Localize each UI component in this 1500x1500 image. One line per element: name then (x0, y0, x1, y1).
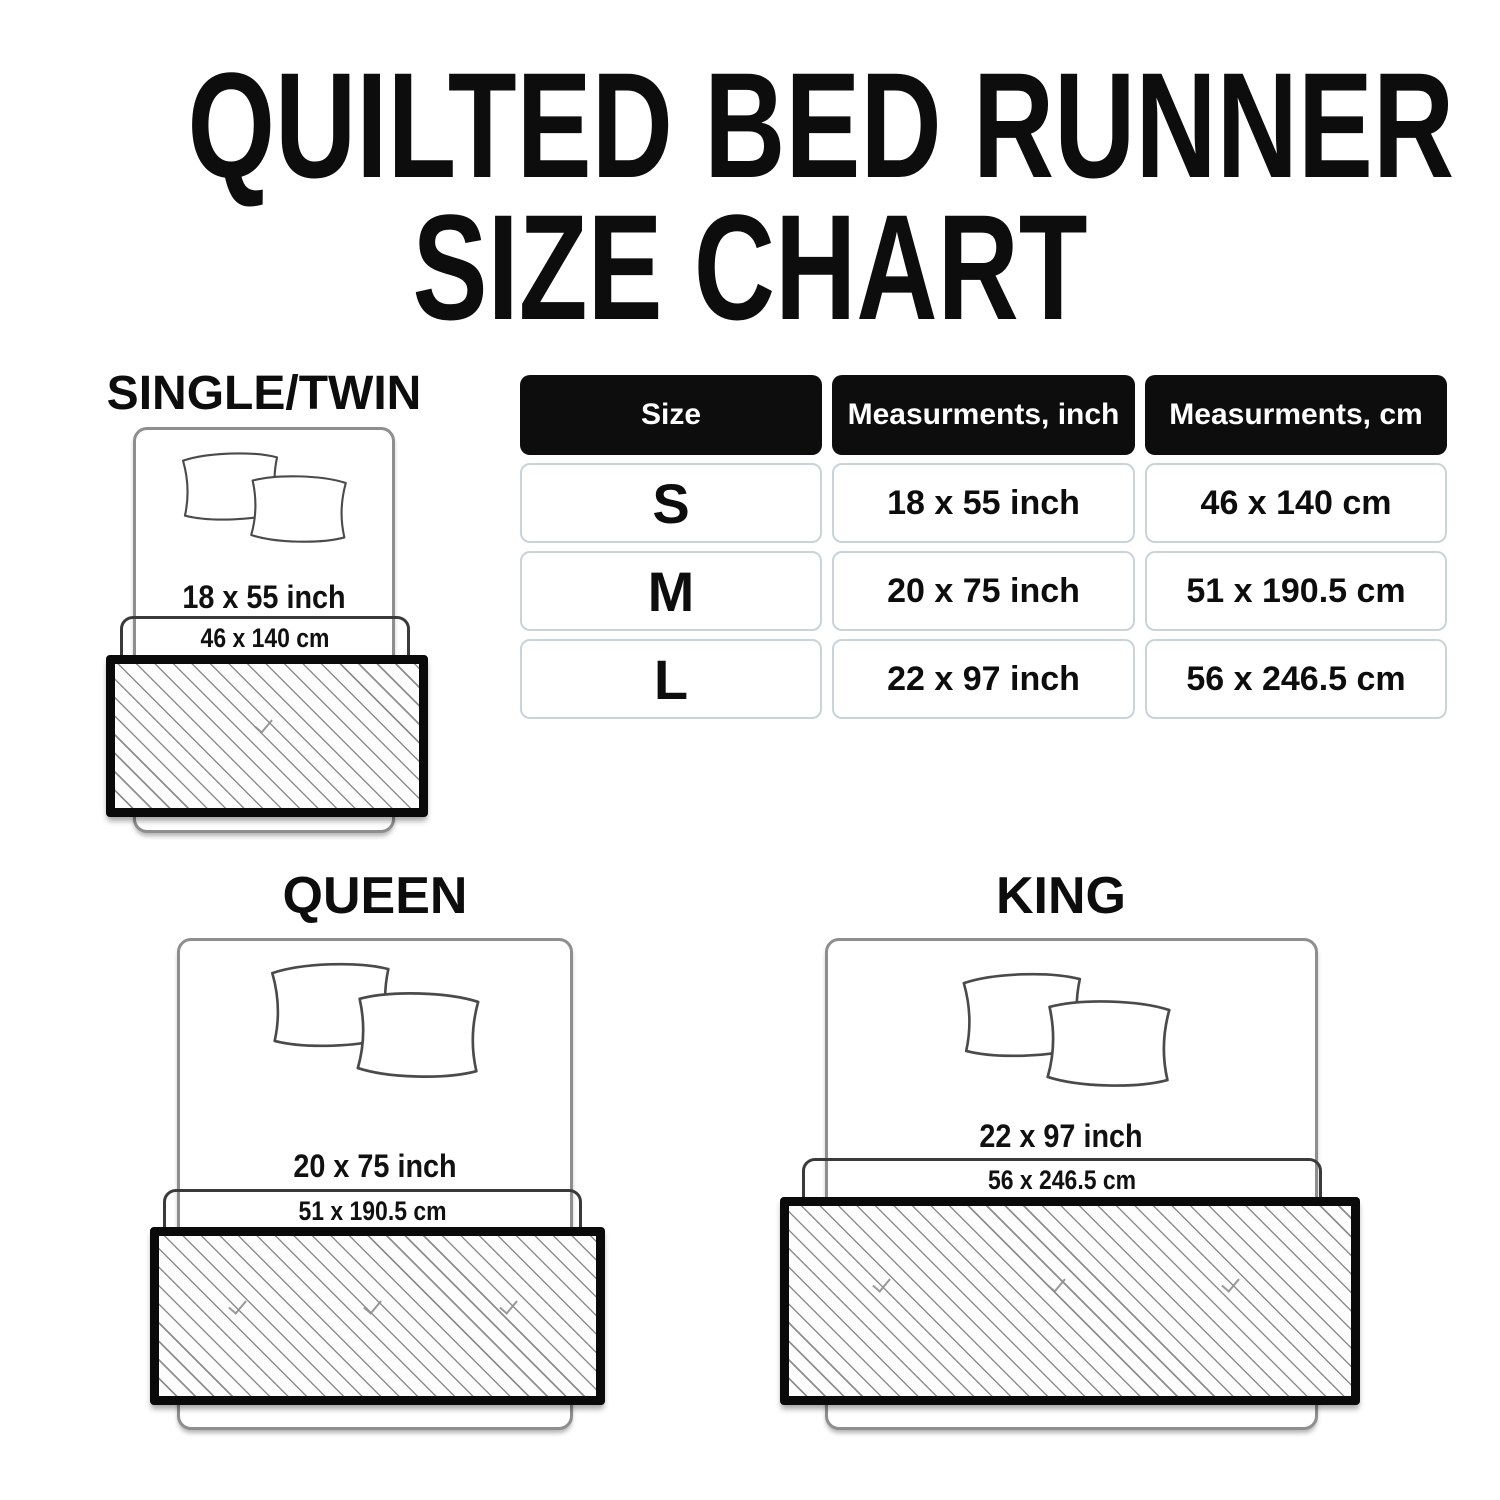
table-cell-size-s: S (520, 463, 822, 543)
diagram-king-label: KING (996, 867, 1126, 925)
table-cell-inch-s: 18 x 55 inch (832, 463, 1135, 543)
table-cell-cm-l: 56 x 246.5 cm (1145, 639, 1447, 719)
bed-runner-swatch-single (106, 655, 428, 817)
bed-runner-swatch-king (780, 1197, 1360, 1405)
dimension-inch-queen: 20 x 75 inch (293, 1148, 457, 1184)
stitch-mark-icon (228, 1295, 247, 1314)
table-cell-size-l: L (520, 639, 822, 719)
table-cell-inch-l: 22 x 97 inch (832, 639, 1135, 719)
dimension-cm-queen: 51 x 190.5 cm (298, 1196, 447, 1226)
table-cell-size-m: M (520, 551, 822, 631)
size-table-header-size: Size (520, 375, 822, 455)
stitch-mark-icon (873, 1273, 892, 1292)
page-title-line2: SIZE CHART (412, 183, 1088, 351)
diagram-queen-label: QUEEN (282, 867, 468, 925)
stitch-mark-icon (364, 1295, 383, 1314)
dimension-cm-single: 46 x 140 cm (200, 623, 330, 653)
bed-runner-swatch-queen (150, 1227, 605, 1405)
stitch-mark-icon (254, 714, 273, 733)
diagram-single-twin-label: SINGLE/TWIN (106, 367, 422, 420)
size-table-header-cm: Measurments, cm (1145, 375, 1447, 455)
pillow-icon (245, 470, 352, 549)
dimension-cm-king: 56 x 246.5 cm (987, 1165, 1137, 1195)
stitch-mark-icon (1221, 1273, 1240, 1292)
stitch-mark-icon (1047, 1273, 1066, 1292)
dimension-inch-single: 18 x 55 inch (182, 579, 346, 615)
size-table-header-inch: Measurments, inch (832, 375, 1135, 455)
table-cell-cm-m: 51 x 190.5 cm (1145, 551, 1447, 631)
pillow-icon (350, 985, 486, 1084)
pillow-icon (1040, 993, 1177, 1094)
table-cell-cm-s: 46 x 140 cm (1145, 463, 1447, 543)
page-title-line1: QUILTED BED RUNNER (187, 41, 1455, 209)
table-cell-inch-m: 20 x 75 inch (832, 551, 1135, 631)
stitch-mark-icon (499, 1295, 518, 1314)
dimension-inch-king: 22 x 97 inch (979, 1118, 1143, 1154)
